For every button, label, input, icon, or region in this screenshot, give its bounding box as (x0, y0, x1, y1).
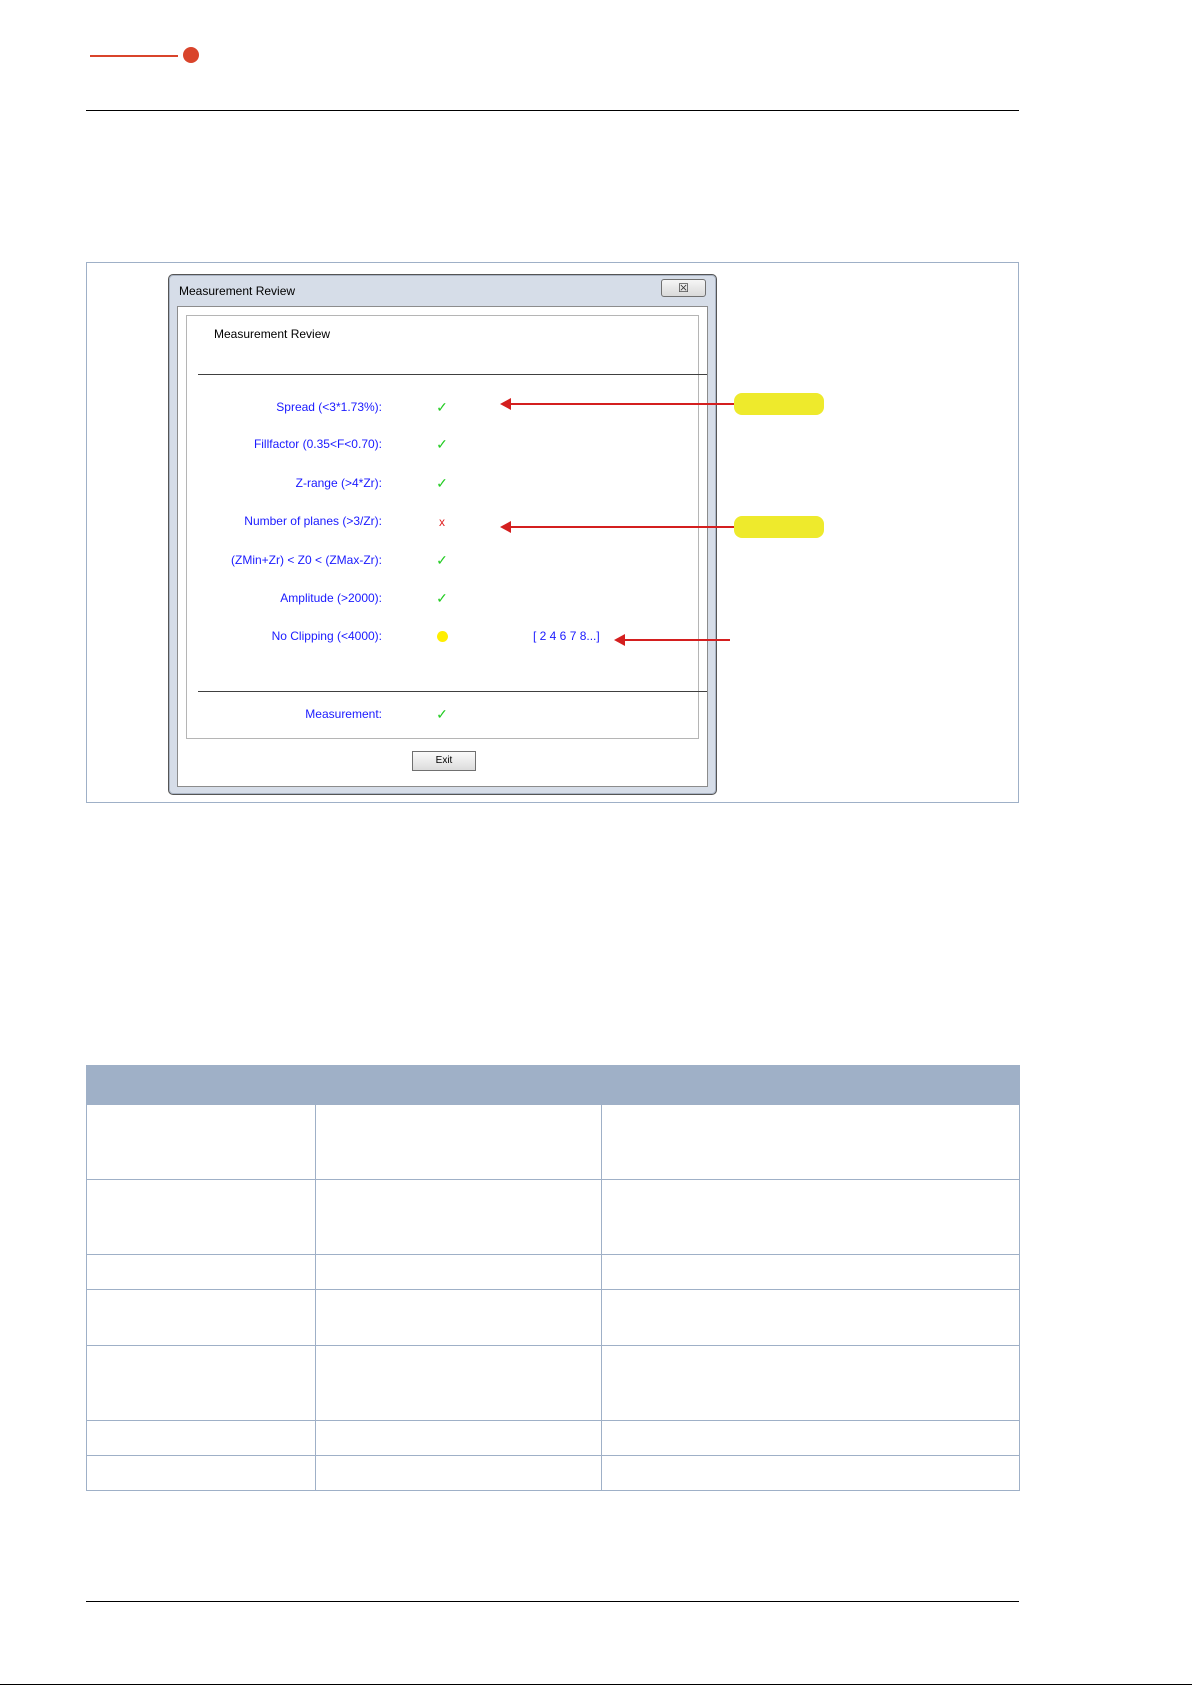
z0-check-icon: ✓ (436, 552, 448, 568)
z-range-check-icon: ✓ (436, 475, 448, 491)
table-cell (87, 1180, 316, 1255)
dialog-client-area (177, 306, 708, 787)
table-cell (316, 1180, 602, 1255)
table-row (87, 1180, 1020, 1255)
criterion-clipping-label: No Clipping (<4000): (271, 629, 382, 643)
separator-bottom (198, 691, 707, 692)
table-cell (602, 1456, 1020, 1491)
table-row (87, 1421, 1020, 1456)
criterion-spread-label: Spread (<3*1.73%): (276, 400, 382, 414)
table-cell (87, 1456, 316, 1491)
footer-rule (86, 1601, 1019, 1602)
close-button[interactable] (661, 279, 706, 297)
close-icon: ☒ (678, 281, 689, 295)
measurement-check-icon: ✓ (436, 706, 448, 722)
measurement-result-label: Measurement: (305, 707, 382, 721)
table-cell (602, 1290, 1020, 1346)
table-cell (316, 1290, 602, 1346)
callout-1-arrow (510, 403, 736, 405)
header-accent-dot (183, 47, 199, 63)
table-cell (87, 1346, 316, 1421)
table-cell (602, 1255, 1020, 1290)
header-rule (86, 110, 1019, 111)
criterion-fillfactor-label: Fillfactor (0.35<F<0.70): (253, 437, 382, 451)
table-row (87, 1105, 1020, 1180)
callout-1-marker (734, 393, 824, 415)
criterion-z-range-label: Z-range (>4*Zr): (295, 476, 382, 490)
table-row (87, 1290, 1020, 1346)
spread-check-icon: ✓ (436, 399, 448, 415)
criteria-table (86, 1065, 1020, 1491)
table-cell (316, 1346, 602, 1421)
table-cell (87, 1105, 316, 1180)
table-header-row (87, 1066, 1020, 1105)
amplitude-check-icon: ✓ (436, 590, 448, 606)
planes-fail-icon: x (439, 515, 445, 529)
table-header-cell (316, 1066, 602, 1105)
callout-2-arrow (510, 526, 736, 528)
table-row (87, 1346, 1020, 1421)
header-accent-line (90, 55, 178, 57)
table-cell (87, 1255, 316, 1290)
separator-top (198, 374, 707, 375)
exit-button[interactable]: Exit (412, 751, 476, 771)
clipping-warning-icon (437, 631, 448, 642)
callout-3-arrow (624, 639, 730, 641)
table-cell (602, 1346, 1020, 1421)
table-cell (602, 1180, 1020, 1255)
table-cell (316, 1255, 602, 1290)
table-cell (87, 1421, 316, 1456)
table-cell (316, 1105, 602, 1180)
table-header-cell (602, 1066, 1020, 1105)
group-title: Measurement Review (214, 327, 331, 341)
table-row (87, 1255, 1020, 1290)
table-cell (316, 1456, 602, 1491)
table-cell (602, 1105, 1020, 1180)
criterion-amplitude-label: Amplitude (>2000): (280, 591, 382, 605)
clipping-planes-list: [ 2 4 6 7 8...] (533, 629, 600, 643)
measurement-review-dialog (168, 274, 717, 795)
callout-3-marker (734, 516, 824, 538)
table-cell (602, 1421, 1020, 1456)
dialog-title: Measurement Review (179, 284, 296, 298)
criterion-z0-label: (ZMin+Zr) < Z0 < (ZMax-Zr): (231, 553, 382, 567)
fillfactor-check-icon: ✓ (436, 436, 448, 452)
table-cell (316, 1421, 602, 1456)
table-cell (87, 1290, 316, 1346)
table-row (87, 1456, 1020, 1491)
table-header-cell (87, 1066, 316, 1105)
criterion-planes-label: Number of planes (>3/Zr): (244, 514, 382, 528)
